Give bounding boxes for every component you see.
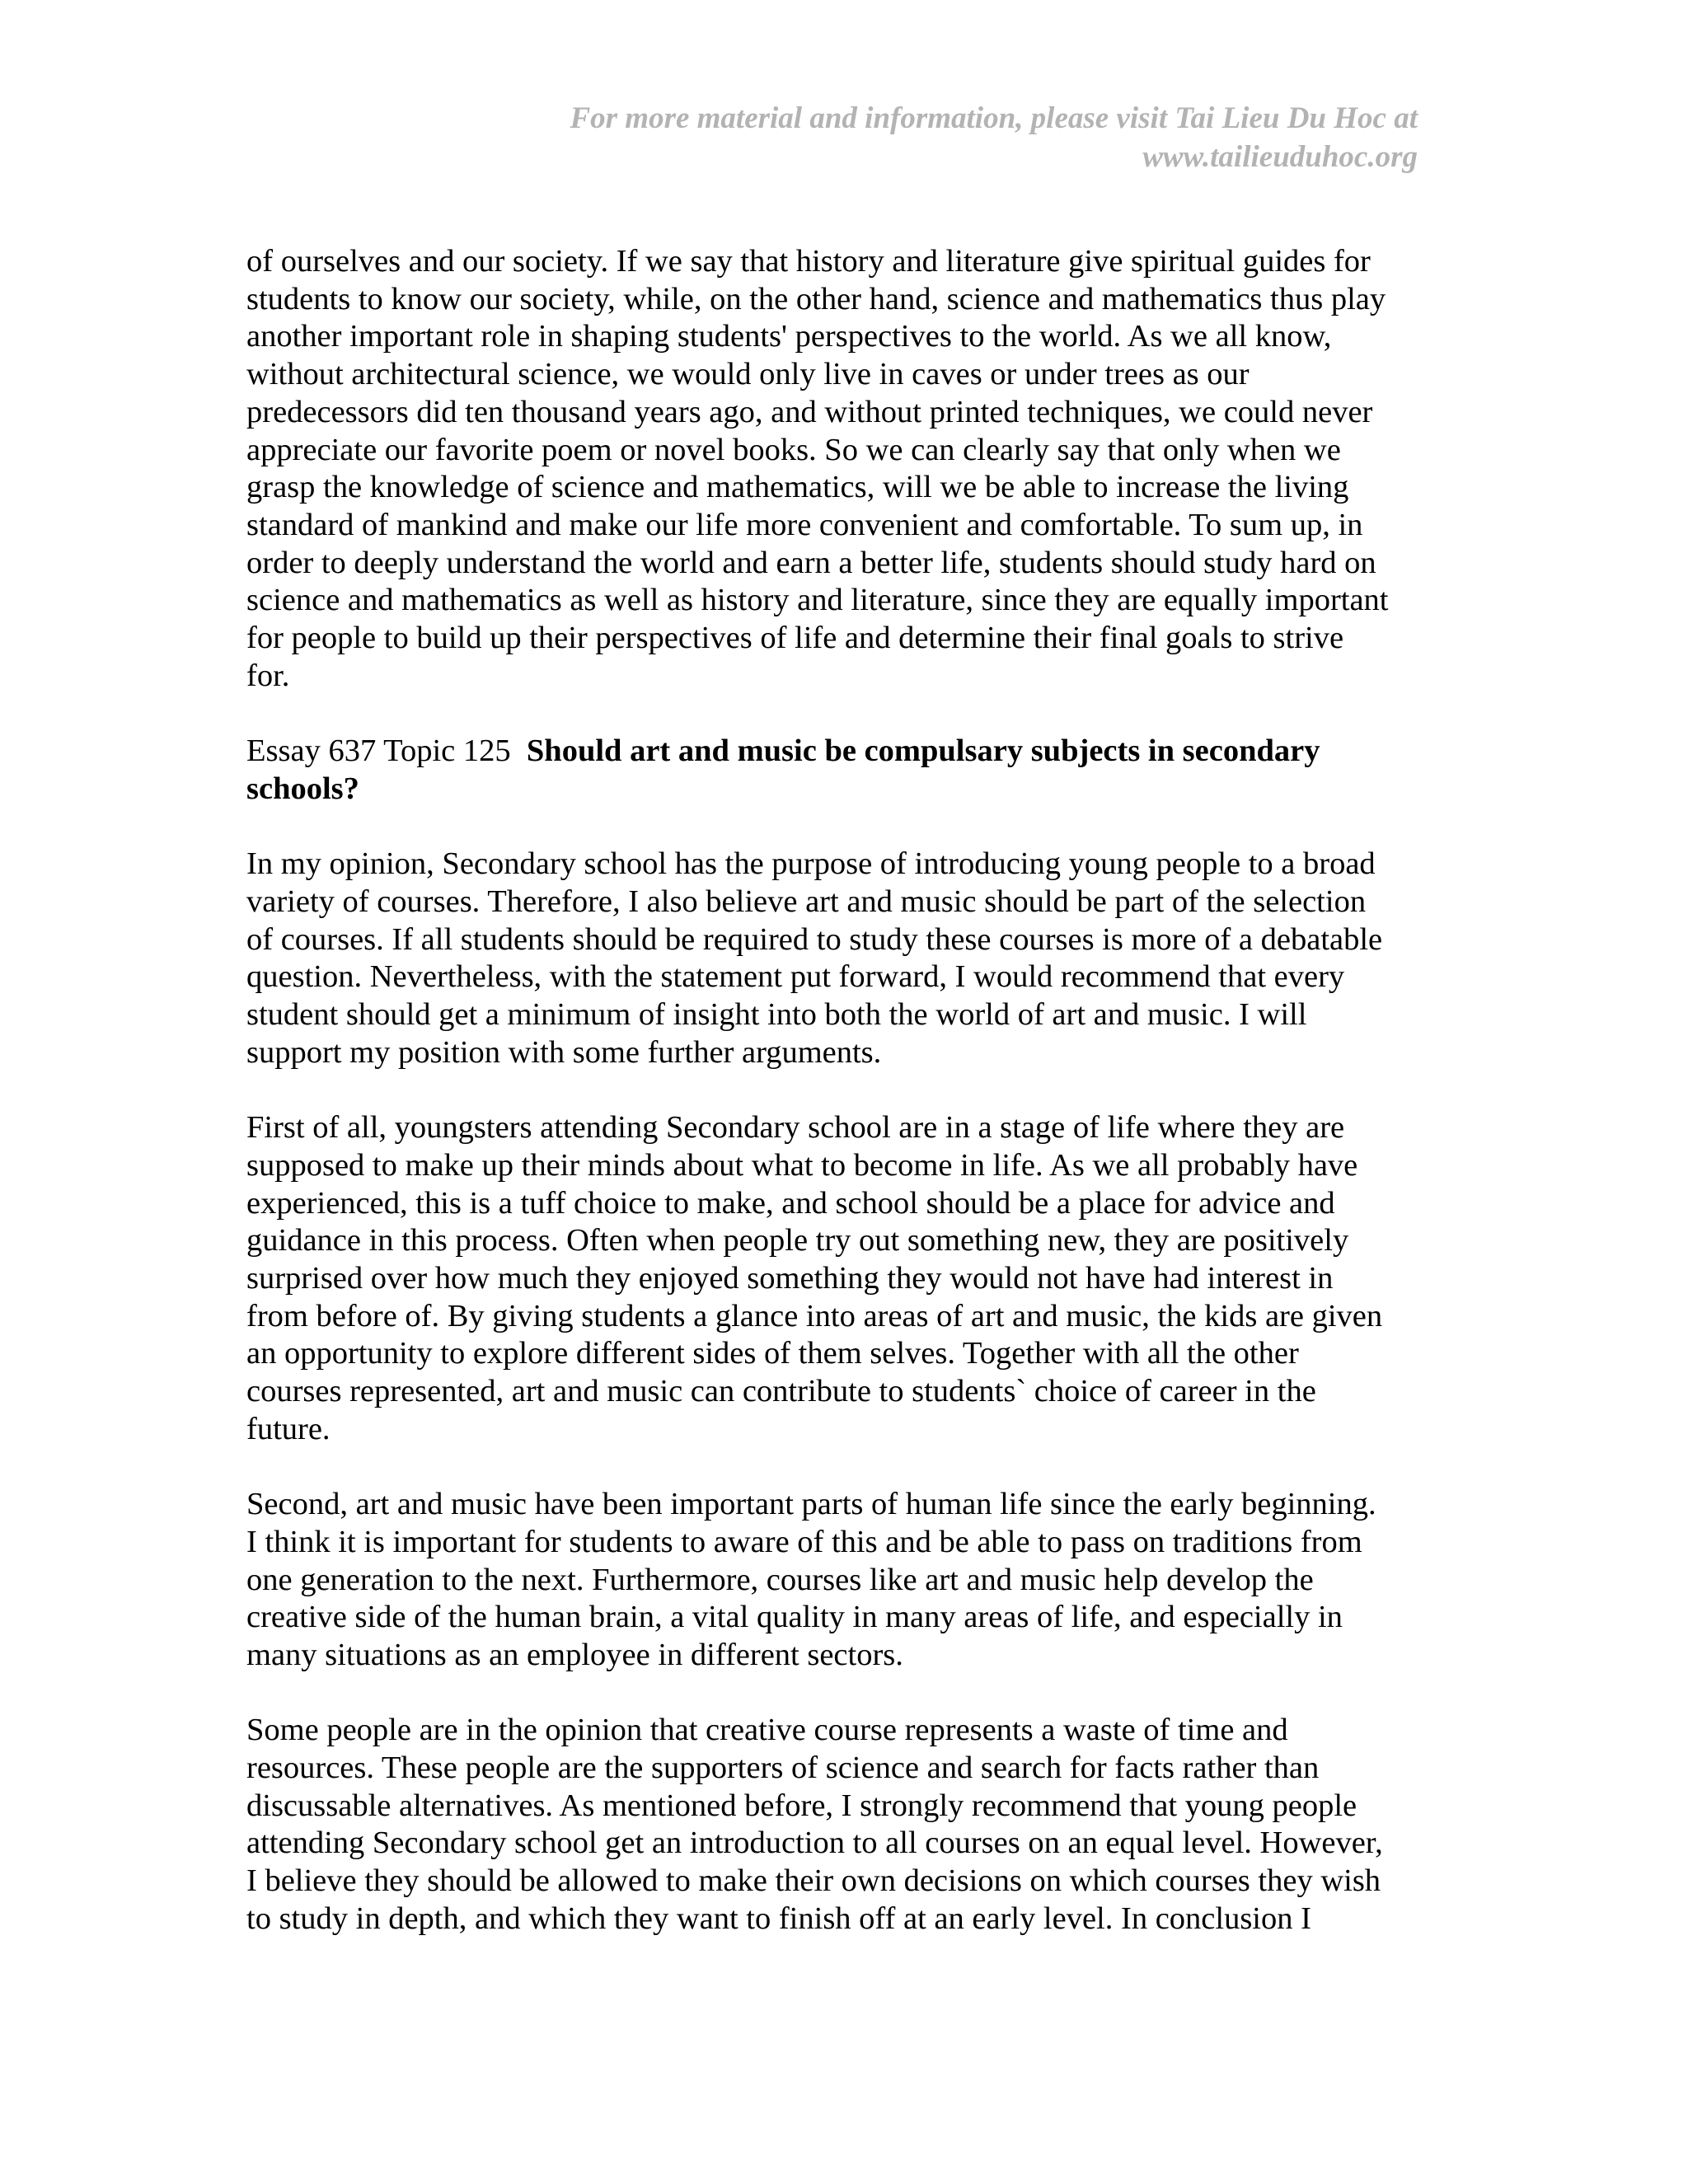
text-line: grasp the knowledge of science and mathematics, will we be able to increase the living [246,470,1349,505]
text-line: guidance in this process. Often when people try out something new, they are positively [246,1223,1349,1258]
text-line: attending Secondary school get an introduction to all courses on an equal level. However, [246,1825,1383,1861]
essay-heading [246,733,1442,808]
text-line: for. [246,658,290,693]
text-line: support my position with some further arguments. [246,1034,882,1070]
text-line: creative side of the human brain, a vital quality in many areas of life, and especially in [246,1600,1343,1635]
text-line: I believe they should be allowed to make their own decisions on which courses they wish [246,1863,1381,1899]
text-line: question. Nevertheless, with the statement put forward, I would recommend that every [246,959,1345,995]
text-line: In my opinion, Secondary school has the purpose of introducing young people to a broad [246,846,1376,882]
essay-heading-line-2 [246,771,1442,808]
text-line: courses represented, art and music can contribute to students` choice of career in the [246,1374,1316,1409]
document-body [246,243,1442,1975]
text-line: science and mathematics as well as history and literature, since they are equally important [246,583,1389,618]
text-line: discussable alternatives. As mentioned before, I strongly recommend that young people [246,1788,1357,1823]
text-line: I think it is important for students to aware of this and be able to pass on traditions from [246,1524,1362,1559]
text-line: students to know our society, while, on the other hand, science and mathematics thus play [246,281,1386,316]
text-line: student should get a minimum of insight into both the world of art and music. I will [246,997,1307,1033]
paragraph [246,1109,1442,1448]
text-line: future. [246,1411,331,1446]
text-line: resources. These people are the supporters of science and search for facts rather than [246,1750,1320,1786]
paragraph [246,243,1442,695]
text-line: order to deeply understand the world and earn a better life, students should study hard on [246,545,1376,580]
paragraph [246,1486,1442,1675]
text-line: supposed to make up their minds about what to become in life. As we all probably have [246,1147,1358,1183]
essay-title-continued: schools? [246,771,359,806]
text-line: of ourselves and our society. If we say that history and literature give spiritual guides for [246,244,1371,279]
paragraph [246,1712,1442,1938]
text-line: an opportunity to explore different sides of them selves. Together with all the other [246,1336,1299,1371]
text-line: for people to build up their perspectives of life and determine their final goals to strive [246,621,1344,656]
essay-label: Essay 637 Topic 125 [246,733,511,769]
text-line: to study in depth, and which they want to finish off at an early level. In conclusion I [246,1900,1311,1936]
essay-heading-line-1 [246,733,1442,771]
text-line: predecessors did ten thousand years ago, and without printed techniques, we could never [246,394,1373,429]
text-line: from before of. By giving students a glance into areas of art and music, the kids are given [246,1298,1383,1333]
text-line: standard of mankind and make our life more convenient and comfortable. To sum up, in [246,507,1363,542]
text-line: surprised over how much they enjoyed something they would not have had interest in [246,1260,1334,1296]
text-line: many situations as an employee in different sectors. [246,1637,903,1672]
text-line: experienced, this is a tuff choice to make, and school should be a place for advice and [246,1185,1335,1221]
essay-title: Should art and music be compulsary subjects in secondary [526,733,1320,769]
paragraph [246,846,1442,1071]
page-header [429,99,1418,176]
text-line: appreciate our favorite poem or novel books. So we can clearly say that only when we [246,432,1341,467]
header-line-1: For more material and information, please visit Tai Lieu Du Hoc at [570,101,1418,135]
text-line: variety of courses. Therefore, I also believe art and music should be part of the selection [246,883,1367,919]
text-line: without architectural science, we would only live in caves or under trees as our [246,357,1250,392]
text-line: Second, art and music have been important parts of human life since the early beginning. [246,1487,1376,1522]
text-line: one generation to the next. Furthermore, courses like art and music help develop the [246,1562,1314,1597]
text-line: another important role in shaping students' perspectives to the world. As we all know, [246,319,1332,354]
text-line: Some people are in the opinion that creative course represents a waste of time and [246,1713,1288,1748]
text-line: of courses. If all students should be required to study these courses is more of a debatable [246,921,1383,957]
text-line: First of all, youngsters attending Secondary school are in a stage of life where they are [246,1110,1345,1146]
header-line-2: www.tailieuduhoc.org [1142,140,1418,174]
